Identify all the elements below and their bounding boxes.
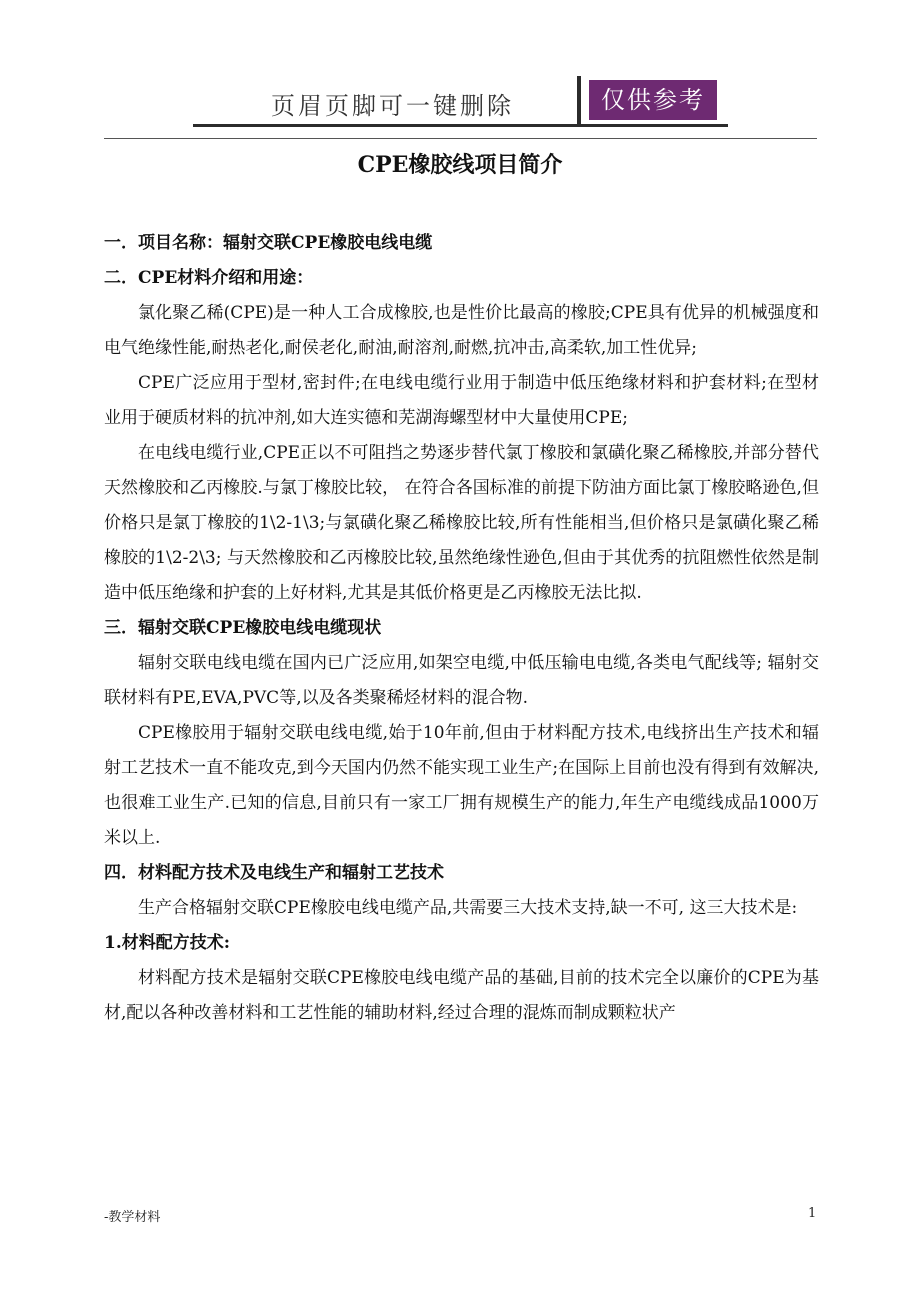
header-rule [104, 138, 817, 139]
section-4-1-paragraph-1: 材料配方技术是辐射交联CPE橡胶电线电缆产品的基础,目前的技术完全以廉价的CPE为基材,配以各种改善材料和工艺性能的辅助材料,经过合理的混炼而制成颗粒状产 [104, 968, 819, 1023]
section-2-paragraph-3: 在电线电缆行业,CPE正以不可阻挡之势逐步替代氯丁橡胶和氯磺化聚乙稀橡胶,并部分替代天然橡胶和乙丙橡胶.与氯丁橡胶比较， 在符合各国标准的前提下防油方面比氯丁橡胶略逊色,但价格只是氯丁橡胶的1\2-1\3;与氯磺化聚乙稀橡胶比较,所有性能相当,但价格只是氯磺化聚乙稀橡胶的1\2-2\3; 与天然橡胶和乙丙橡胶比较,虽然绝缘性逊色,但由于其优秀的抗阻燃性依然是制造中低压绝缘和护套的上好材料,尤其是其低价格更是乙丙橡胶无法比拟. [104, 443, 819, 603]
banner-text: 页眉页脚可一键删除 [271, 92, 514, 120]
header-banner [193, 74, 728, 129]
section-3-paragraph-1: 辐射交联电线电缆在国内已广泛应用,如架空电缆,中低压输电电缆,各类电气配线等; 辐射交联材料有PE,EVA,PVC等,以及各类聚稀烃材料的混合物. [104, 653, 819, 708]
section-2-heading: 二．CPE材料介绍和用途： [104, 268, 314, 288]
page-number: 1 [808, 1206, 817, 1221]
reference-badge: 仅供参考 [589, 80, 717, 120]
section-4-paragraph-1: 生产合格辐射交联CPE橡胶电线电缆产品,共需要三大技术支持,缺一不可, 这三大技术是: [138, 898, 798, 918]
section-4-heading: 四．材料配方技术及电线生产和辐射工艺技术 [104, 863, 444, 883]
banner-underline [193, 124, 728, 127]
document-body [104, 226, 819, 1031]
section-1-heading: 一．项目名称：辐射交联CPE橡胶电线电缆 [104, 233, 433, 253]
section-3-heading: 三．辐射交联CPE橡胶电线电缆现状 [104, 618, 382, 638]
document-title: CPE橡胶线项目简介 [357, 152, 563, 178]
section-3-paragraph-2: CPE橡胶用于辐射交联电线电缆,始于10年前,但由于材料配方技术,电线挤出生产技术和辐射工艺技术一直不能攻克,到今天国内仍然不能实现工业生产;在国际上目前也没有得到有效解决,也很难工业生产.已知的信息,目前只有一家工厂拥有规模生产的能力,年生产电缆线成品1000万米以上. [104, 723, 819, 848]
section-4-1-heading: 1.材料配方技术: [104, 933, 231, 953]
banner-divider [577, 76, 581, 126]
section-2-paragraph-2: CPE广泛应用于型材,密封件;在电线电缆行业用于制造中低压绝缘材料和护套材料;在型材业用于硬质材料的抗冲剂,如大连实德和芜湖海螺型材中大量使用CPE; [104, 373, 819, 428]
section-2-paragraph-1: 氯化聚乙稀(CPE)是一种人工合成橡胶,也是性价比最高的橡胶;CPE具有优异的机械强度和电气绝缘性能,耐热老化,耐侯老化,耐油,耐溶剂,耐燃,抗冲击,高柔软,加工性优异; [104, 303, 819, 358]
footer-label: -教学材料 [104, 1210, 161, 1225]
